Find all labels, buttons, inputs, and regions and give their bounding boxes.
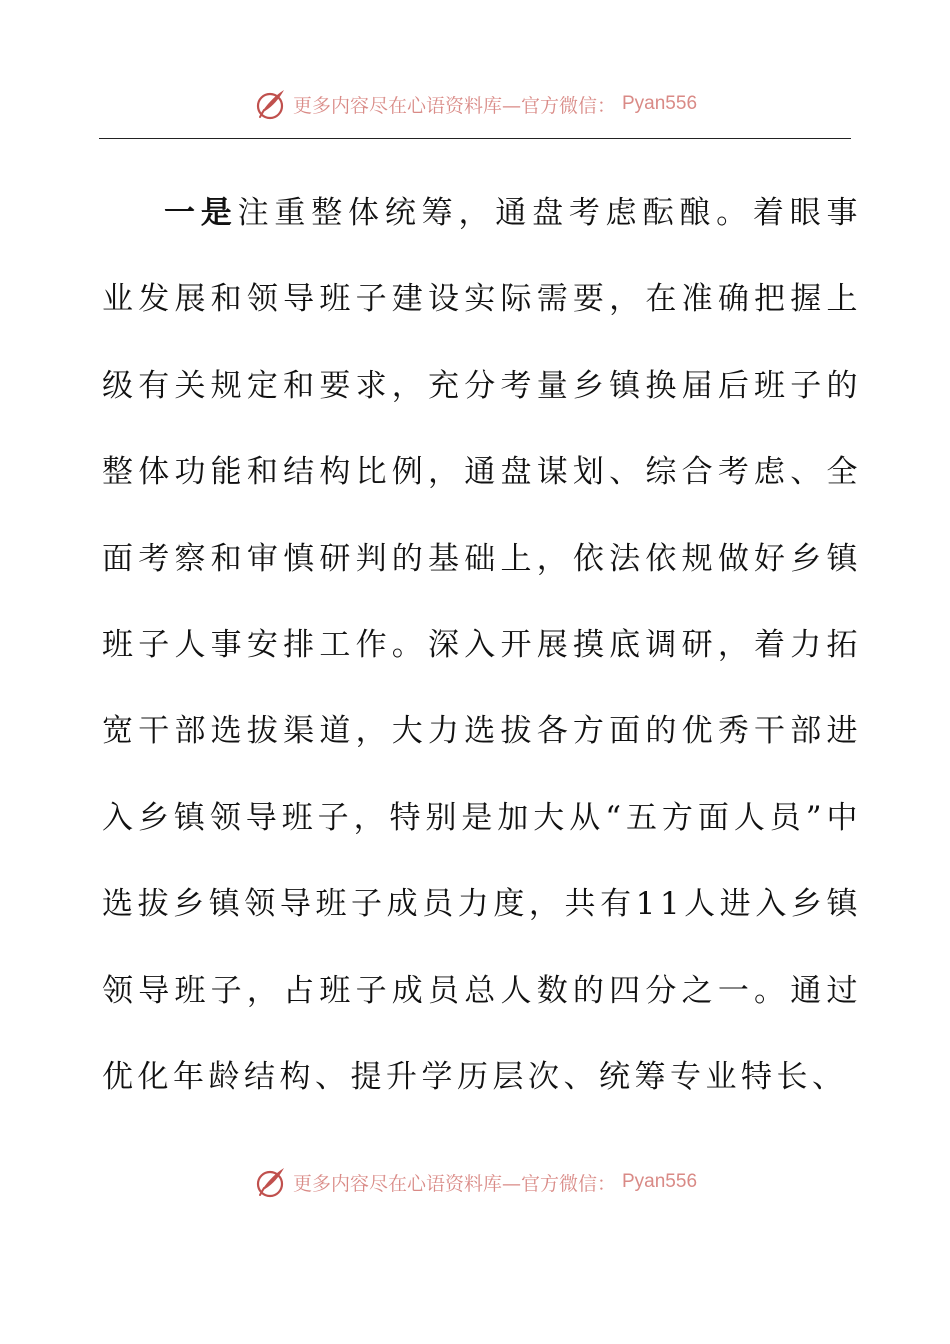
watermark-text: 更多内容尽在心语资料库—官方微信： xyxy=(292,1172,616,1195)
watermark-header xyxy=(253,87,697,121)
body-paragraph xyxy=(102,170,862,1120)
watermark-footer xyxy=(253,1165,697,1199)
quill-pen-logo-icon xyxy=(253,1165,287,1199)
quill-pen-logo-icon xyxy=(253,87,287,121)
page-header xyxy=(0,84,950,124)
page-footer xyxy=(0,1162,950,1202)
watermark-wechat-id: Pyan556 xyxy=(622,1171,698,1192)
header-divider xyxy=(99,138,851,139)
paragraph-text: 注重整体统筹，通盘考虑酝酿。着眼事业发展和领导班子建设实际需要，在准确把握上级有关规定和要求，充分考量乡镇换届后班子的整体功能和结构比例，通盘谋划、综合考虑、全面考察和审慎研判的基础上，依法依规做好乡镇班子人事安排工作。深入开展摸底调研，着力拓宽干部选拔渠道，大力选拔各方面的优秀干部进入乡镇领导班子，特别是加大从“五方面人员”中选拔乡镇领导班子成员力度，共有11人进入乡镇领导班子，占班子成员总人数的四分之一。通过优化年龄结构、提升学历层次、统筹专业特长、 xyxy=(102,195,863,1096)
paragraph-lead: 一是 xyxy=(164,195,238,231)
watermark-wechat-id: Pyan556 xyxy=(622,93,698,114)
watermark-text: 更多内容尽在心语资料库—官方微信： xyxy=(292,94,616,117)
